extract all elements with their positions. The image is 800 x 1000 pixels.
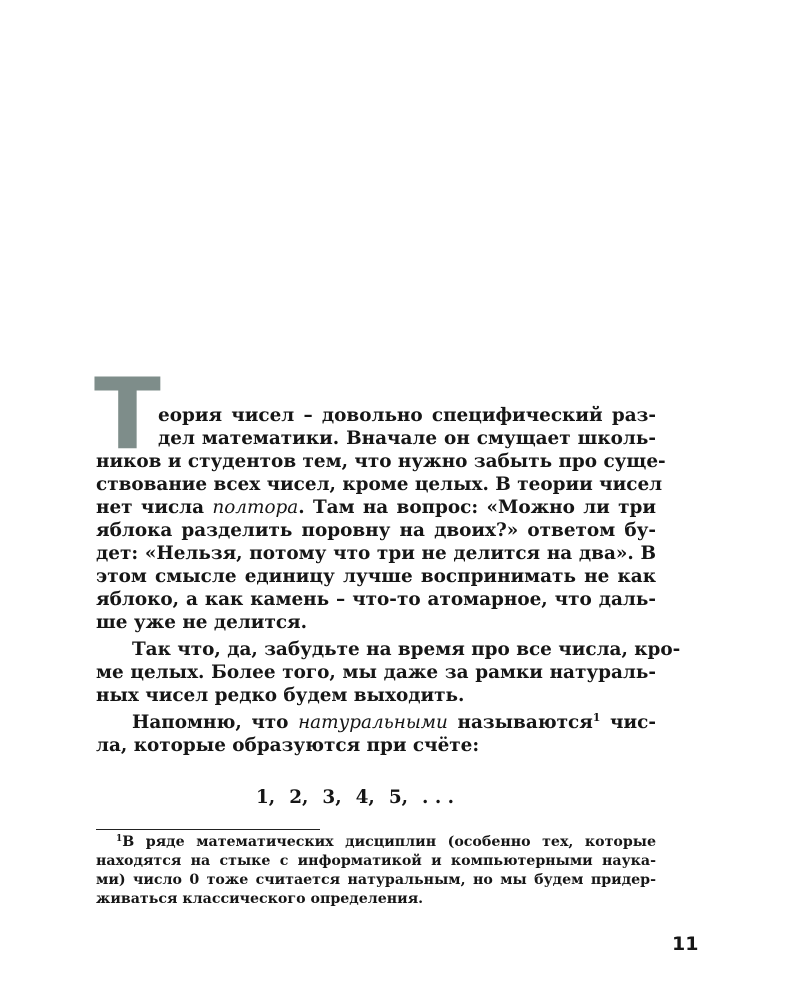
paragraph-3-line-2: ла, которые образуются при счёте: — [96, 735, 480, 756]
paragraph-1-line-5-start: нет числа — [96, 497, 213, 518]
footnote-line-4: живаться классического определения. — [96, 891, 424, 907]
paragraph-2-line-3: ных чисел редко будем выходить. — [96, 685, 465, 706]
footnote-line-3: ми) число 0 тоже считается натуральным, но мы будем придер- — [96, 872, 656, 888]
paragraph-3-line-1-start: Напомню, что — [132, 712, 299, 733]
sequence-item: 2, — [289, 787, 309, 808]
sequence-ellipsis: . . . — [422, 787, 455, 808]
footnote-divider — [96, 829, 320, 830]
natural-number-sequence — [256, 786, 506, 810]
paragraph-1-line-5 — [96, 497, 656, 519]
paragraph-3-line-1 — [132, 712, 656, 734]
footnote-line-1-text: В ряде математических дисциплин (особенно тех, которые — [122, 834, 656, 850]
paragraph-1-line-10: ше уже не делится. — [96, 612, 308, 633]
paragraph-1-line-6: яблока разделить поровну на двоих?» ответом бу- — [96, 520, 656, 541]
paragraph-3-line-1-end: чис- — [600, 712, 656, 733]
page-number: 11 — [672, 933, 699, 955]
paragraph-2-line-2: ме целых. Более того, мы даже за рамки натураль- — [96, 662, 656, 683]
emphasis-naturalnymi: натуральными — [298, 712, 448, 733]
emphasis-poltora: полтора — [212, 497, 299, 518]
paragraph-1-line-3: ников и студентов тем, что нужно забыть про суще- — [96, 451, 666, 472]
drop-cap: Т — [94, 358, 161, 472]
paragraph-2-line-1: Так что, да, забудьте на время про все числа, кро- — [132, 639, 681, 660]
paragraph-1-line-8: этом смысле единицу лучше воспринимать не как — [96, 566, 656, 587]
sequence-item: 3, — [322, 787, 342, 808]
footnote-line-2: находятся на стыке с информатикой и компьютерными наука- — [96, 853, 656, 869]
paragraph-3-line-1-mid: называются — [447, 712, 593, 733]
paragraph-1-line-4: ствование всех чисел, кроме целых. В теории чисел — [96, 474, 663, 495]
footnote-line-1 — [116, 833, 656, 852]
paragraph-1-line-7: дет: «Нельзя, потому что три не делится на два». В — [96, 543, 656, 564]
footnote-reference[interactable]: 1 — [592, 711, 601, 724]
sequence-item: 5, — [388, 787, 409, 808]
paragraph-1-line-2: дел математики. Вначале он смущает школь- — [158, 428, 656, 449]
footnote-marker: 1 — [116, 834, 123, 844]
paragraph-1-line-1: еория чисел – довольно специфический раз- — [158, 405, 656, 426]
paragraph-1-line-5-end: . Там на вопрос: «Можно ли три — [298, 497, 657, 518]
paragraph-1-line-9: яблоко, а как камень – что-то атомарное, что даль- — [96, 589, 656, 610]
sequence-item: 1, — [256, 787, 276, 808]
sequence-item: 4, — [355, 787, 375, 808]
